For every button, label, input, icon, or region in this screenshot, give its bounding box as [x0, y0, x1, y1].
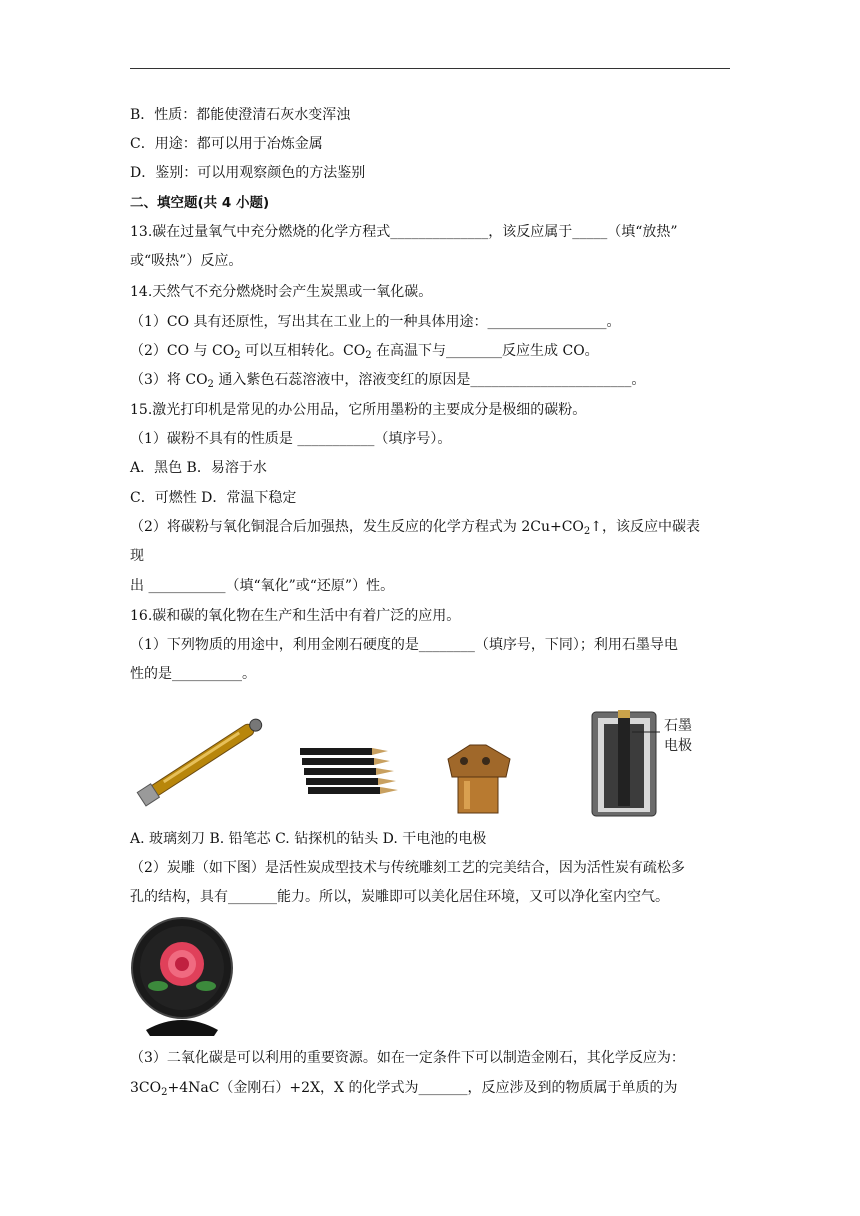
q15-options-ab: A．黑色 B．易溶于水: [130, 460, 267, 476]
option-c: C．用途：都可以用于冶炼金属: [130, 136, 323, 152]
glass-cutter-image: [128, 710, 276, 810]
pencils-image: [298, 744, 404, 796]
q14-part3: （3）将 $CO_2$ 通入紫色石蕊溶液中，溶液变红的原因是_______________________。: [130, 372, 646, 390]
q13-line1: 13.碳在过量氧气中充分燃烧的化学方程式______________，该反应属于_____（填“放热”: [130, 224, 678, 240]
q15-options-cd: C．可燃性 D．常温下稳定: [130, 490, 297, 506]
q14-part2: （2）CO 与 $CO_2$ 可以互相转化。$CO_2$ 在高温下与________反应生成 CO。: [130, 343, 599, 361]
q14-part1: （1）CO 具有还原性，写出其在工业上的一种具体用途：_________________。: [130, 314, 621, 330]
header-rule: [130, 68, 730, 69]
q16-options: A. 玻璃刻刀 B. 铅笔芯 C. 钻探机的钻头 D. 干电池的电极: [130, 831, 487, 847]
q16-stem: 16.碳和碳的氧化物在生产和生活中有着广泛的应用。: [130, 608, 461, 624]
q15-stem: 15.激光打印机是常见的办公用品，它所用墨粉的主要成分是极细的碳粉。: [130, 402, 587, 418]
q16-part2-line2: 孔的结构，具有_______能力。所以，炭雕即可以美化居住环境，又可以净化室内空气。: [130, 889, 669, 905]
drill-bit-image: [440, 743, 516, 819]
graphite-label-1: 石墨: [664, 718, 692, 734]
q16-part3-line1: （3）二氧化碳是可以利用的重要资源。如在一定条件下可以制造金刚石，其化学反应为：: [130, 1050, 685, 1066]
graphite-label-2: 电极: [664, 738, 692, 754]
q14-stem: 14.天然气不充分燃烧时会产生炭黑或一氧化碳。: [130, 284, 433, 300]
q16-part3-line2: $3CO_2+4NaC$（金刚石）+2X，X 的化学式为_______，反应涉及到的物质属于单质的为: [130, 1080, 678, 1098]
q15-part2-blank: 出 ___________（填“氧化”或“还原”）性。: [130, 578, 395, 594]
peony-flower: [160, 942, 204, 986]
q16-part1-line1: （1）下列物质的用途中，利用金刚石硬度的是________（填序号，下同）；利用石墨导电: [130, 637, 678, 653]
q15-part1: （1）碳粉不具有的性质是 ___________（填序号）。: [130, 431, 452, 447]
q16-part2-line1: （2）炭雕（如下图）是活性炭成型技术与传统雕刻工艺的完美结合，因为活性炭有疏松多: [130, 860, 685, 876]
dry-battery-image: [588, 704, 700, 820]
option-b: B．性质：都能使澄清石灰水变浑浊: [130, 107, 351, 123]
carbon-carving-image: [128, 914, 238, 1038]
q16-part1-line2: 性的是__________。: [130, 666, 256, 682]
q15-part2-cont: 现: [130, 548, 144, 564]
q15-part2: （2）将碳粉与氧化铜混合后加强热，发生反应的化学方程式为 $2Cu+CO_2↑$，该反应中碳表: [130, 519, 701, 537]
option-d: D．鉴别：可以用观察颜色的方法鉴别: [130, 165, 366, 181]
section-title: 二、填空题(共 4 小题): [130, 195, 270, 211]
q13-line2: 或“吸热”）反应。: [130, 253, 243, 269]
